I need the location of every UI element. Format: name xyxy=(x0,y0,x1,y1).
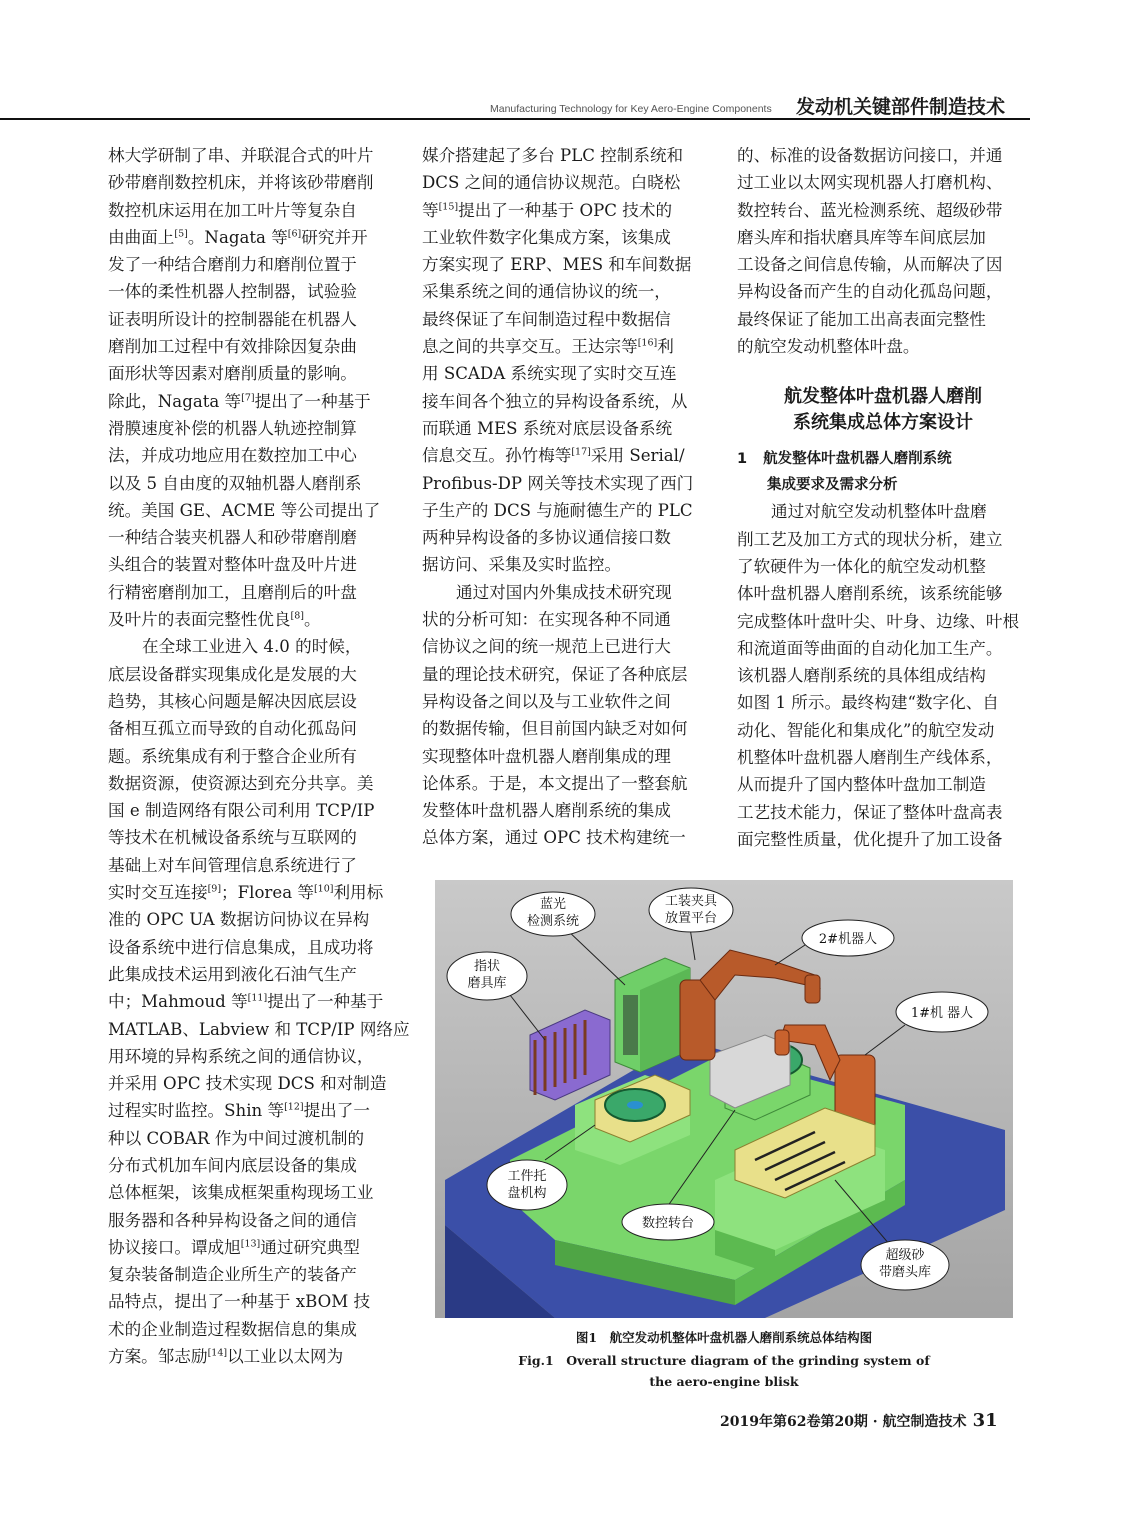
text-run: 林大学研制了串、并联混合式的叶片 xyxy=(108,146,374,165)
citation-ref: [13] xyxy=(240,1238,261,1250)
text-run: 等 xyxy=(422,200,439,220)
text-line xyxy=(737,251,1029,278)
text-run: 两种异构设备的多协议通信接口数 xyxy=(422,528,671,548)
citation-ref: [17] xyxy=(571,446,591,458)
text-line xyxy=(422,415,714,442)
text-line xyxy=(108,852,398,879)
text-line xyxy=(422,251,714,278)
subsection-number: 1 xyxy=(737,451,748,468)
text-line xyxy=(108,1152,398,1179)
text-run: 以工业以太网为 xyxy=(227,1347,344,1367)
text-run: 协议接口。谭成旭 xyxy=(108,1237,241,1257)
text-run: 如图 1 所示。最终构建“数字化、自 xyxy=(737,693,999,713)
text-line xyxy=(108,1016,410,1043)
text-line xyxy=(108,1261,398,1288)
text-run: 除此，Nagata 等 xyxy=(108,391,242,411)
text-run: 由曲面上 xyxy=(108,227,175,247)
running-header-chinese: 发动机关键部件制造技术 xyxy=(796,96,1006,118)
text-run: 媒介搭建起了多台 PLC 控制系统和 xyxy=(422,146,684,165)
text-run: 面形状等因素对磨削质量的影响。 xyxy=(108,364,357,384)
text-run: 数据资源，使资源达到充分共享。美 xyxy=(108,773,374,793)
text-run: 一体的柔性机器人控制器，试验验 xyxy=(108,282,357,302)
citation-ref: [11] xyxy=(247,992,268,1004)
journal-issue: 2019年第62卷第20期 · 航空制造技术 xyxy=(720,1414,967,1430)
text-run: 以及 5 自由度的双轴机器人磨削系 xyxy=(108,473,362,493)
text-run: 据访问、采集及实时监控。 xyxy=(422,555,622,575)
text-line xyxy=(422,743,714,770)
text-run: 磨削加工过程中有效排除因复杂曲 xyxy=(108,337,357,357)
citation-ref: [7] xyxy=(241,392,255,404)
text-line xyxy=(737,744,1029,771)
callout-label: 2#机器人 xyxy=(818,932,878,947)
text-line xyxy=(737,526,1029,553)
text-run: 品特点，提出了一种基于 xBOM 技 xyxy=(108,1292,371,1312)
text-line xyxy=(108,1234,398,1261)
callout-label: 盘机构 xyxy=(507,1186,547,1201)
text-line xyxy=(108,333,398,360)
text-run: 等技术在机械设备系统与互联网的 xyxy=(108,828,357,848)
text-run: 和流道面等曲面的自动化加工生产。 xyxy=(737,638,1003,658)
text-run: 接车间各个独立的异构设备系统，从 xyxy=(422,391,688,411)
text-line xyxy=(108,1288,398,1315)
text-run: 而联通 MES 系统对底层设备系统 xyxy=(422,418,673,438)
citation-ref: [14] xyxy=(207,1347,228,1359)
text-line xyxy=(422,442,714,469)
text-line xyxy=(108,988,398,1015)
text-line xyxy=(737,826,1029,853)
text-run: 题。系统集成有利于整合企业所有 xyxy=(108,746,357,766)
text-run: 磨头库和指状磨具库等车间底层加 xyxy=(737,227,986,247)
callout-label: 蓝光 xyxy=(539,897,567,912)
text-line xyxy=(108,1343,398,1370)
text-run: 数控机床运用在加工叶片等复杂自 xyxy=(108,200,357,220)
citation-ref: [9] xyxy=(207,883,222,895)
text-run: 论体系。于是，本文提出了一整套航 xyxy=(422,773,688,793)
text-line xyxy=(737,278,1029,305)
text-run: 异构设备而产生的自动化孤岛问题， xyxy=(737,282,1003,302)
text-line xyxy=(737,142,1029,169)
text-run: 种以 COBAR 作为中间过渡机制的 xyxy=(108,1128,365,1148)
text-run: 头组合的装置对整体叶盘及叶片进 xyxy=(108,555,357,575)
text-line xyxy=(422,551,714,578)
text-run: 行精密磨削加工，且磨削后的叶盘 xyxy=(108,582,357,602)
text-line xyxy=(737,333,1029,360)
text-line xyxy=(422,333,714,360)
text-run: 趋势，其核心问题是解决因底层设 xyxy=(108,691,357,711)
text-line xyxy=(108,1125,398,1152)
text-run: 研究并开 xyxy=(301,227,368,247)
text-run: 数控转台、蓝光检测系统、超级砂带 xyxy=(737,200,1003,220)
text-run: 用环境的异构系统之间的通信协议， xyxy=(108,1046,374,1066)
text-run: 的航空发动机整体叶盘。 xyxy=(737,337,920,357)
text-line xyxy=(108,551,398,578)
text-line xyxy=(108,743,398,770)
text-line xyxy=(108,1179,398,1206)
subsection-title-line: 航发整体叶盘机器人磨削系统 xyxy=(763,451,952,468)
text-run: 用 SCADA 系统实现了实时交互连 xyxy=(422,364,677,384)
text-line xyxy=(422,579,714,606)
subsection-title-line: 集成要求及需求分析 xyxy=(767,477,898,494)
text-run: 通过研究典型 xyxy=(260,1237,360,1257)
figure-caption-chinese: 图1 航空发动机整体叶盘机器人磨削系统总体结构图 xyxy=(575,1330,873,1345)
text-line xyxy=(108,470,398,497)
text-run: 砂带磨削数控机床，并将该砂带磨削 xyxy=(108,173,374,193)
text-run: 中；Mahmoud 等 xyxy=(108,992,248,1012)
text-run: 服务器和各种异构设备之间的通信 xyxy=(108,1210,357,1230)
text-run: 利 xyxy=(657,337,674,357)
citation-ref: [12] xyxy=(284,1101,304,1113)
text-line xyxy=(108,961,398,988)
header-rule xyxy=(0,118,1030,120)
page-number: 31 xyxy=(972,1410,998,1431)
text-line xyxy=(422,169,714,196)
callout-label: 数控转台 xyxy=(641,1216,695,1231)
text-line xyxy=(108,415,398,442)
text-run: 提出了一 xyxy=(303,1101,370,1121)
text-line xyxy=(737,197,1029,224)
text-line xyxy=(737,580,1029,607)
citation-ref: [16] xyxy=(637,337,658,349)
text-run: 完成整体叶盘叶尖、叶身、边缘、叶根 xyxy=(737,611,1020,631)
text-line xyxy=(108,715,398,742)
text-run: 机整体叶盘机器人磨削生产线体系， xyxy=(737,748,1003,768)
text-line xyxy=(108,224,398,251)
text-run: 统。美国 GE、ACME 等公司提出了 xyxy=(108,500,381,520)
text-line xyxy=(108,906,398,933)
callout-label: 放置平台 xyxy=(664,911,718,926)
page-footer xyxy=(720,1410,998,1431)
text-line xyxy=(422,278,714,305)
figure-caption-english: the aero-engine blisk xyxy=(649,1374,799,1389)
text-run: 采用 Serial/ xyxy=(590,446,685,466)
figure-1-illustration xyxy=(435,880,1013,1318)
section-title xyxy=(737,384,1029,436)
text-run: 基础上对车间管理信息系统进行了 xyxy=(108,855,357,875)
text-line xyxy=(737,799,1029,826)
text-run: 。 xyxy=(304,610,321,630)
text-line xyxy=(108,879,398,906)
text-line xyxy=(108,661,398,688)
text-run: 实现整体叶盘机器人磨削集成的理 xyxy=(422,746,671,766)
text-run: 采集系统之间的通信协议的统一， xyxy=(422,282,671,302)
text-line xyxy=(108,633,398,660)
text-line xyxy=(108,442,398,469)
callout-label: 带磨头库 xyxy=(878,1265,932,1280)
citation-ref: [15] xyxy=(438,201,459,213)
text-run: 工业软件数字化集成方案，该集成 xyxy=(422,227,671,247)
text-run: 削工艺及加工方式的现状分析，建立 xyxy=(737,529,1003,549)
text-line xyxy=(422,824,714,851)
text-line xyxy=(422,524,714,551)
text-run: 从而提升了国内整体叶盘加工制造 xyxy=(737,775,986,795)
section-title-line: 航发整体叶盘机器人磨削 xyxy=(784,386,982,408)
text-run: 状的分析可知：在实现各种不同通 xyxy=(422,610,671,630)
text-run: 工艺技术能力，保证了整体叶盘高表 xyxy=(737,802,1003,822)
text-line xyxy=(108,497,398,524)
text-run: 备相互孤立而导致的自动化孤岛问 xyxy=(108,719,357,739)
text-line xyxy=(108,388,398,415)
text-run: 证表明所设计的控制器能在机器人 xyxy=(108,309,357,329)
text-line xyxy=(422,606,714,633)
text-line xyxy=(422,360,714,387)
text-line xyxy=(108,1070,398,1097)
text-line xyxy=(108,278,398,305)
text-column-1 xyxy=(108,142,410,1370)
text-column-2 xyxy=(422,142,714,852)
citation-ref: [5] xyxy=(174,228,188,240)
text-run: 提出了一种基于 OPC 技术的 xyxy=(458,200,673,220)
text-run: 最终保证了车间制造过程中数据信 xyxy=(422,309,671,329)
text-line xyxy=(108,1043,398,1070)
text-run: DCS 之间的通信协议规范。白晓松 xyxy=(422,173,681,193)
text-line xyxy=(108,606,398,633)
text-line xyxy=(737,717,1029,744)
callout-label: 1#机 器人 xyxy=(910,1006,974,1021)
text-run: 面完整性质量，优化提升了加工设备 xyxy=(737,829,1003,849)
text-line xyxy=(108,1316,398,1343)
text-line xyxy=(108,797,398,824)
section-title-line: 系统集成总体方案设计 xyxy=(793,412,973,434)
callout-label: 工件托 xyxy=(507,1169,547,1184)
text-run: 复杂装备制造企业所生产的装备产 xyxy=(108,1265,357,1285)
text-line xyxy=(108,688,398,715)
text-run: 体叶盘机器人磨削系统，该系统能够 xyxy=(737,584,1003,604)
text-line xyxy=(108,251,398,278)
text-run: 准的 OPC UA 数据访问协议在异构 xyxy=(108,910,370,930)
text-run: 提出了一种基于 xyxy=(267,992,384,1012)
text-run: 国 e 制造网络有限公司利用 TCP/IP xyxy=(108,801,375,821)
text-line xyxy=(422,661,714,688)
text-run: 总体框架，该集成框架重构现场工业 xyxy=(108,1183,374,1203)
subsection-title xyxy=(737,446,1029,498)
citation-ref: [8] xyxy=(290,610,304,622)
text-run: 该机器人磨削系统的具体组成结构 xyxy=(737,666,986,686)
text-line xyxy=(422,142,714,169)
text-run: 法，并成功地应用在数控加工中心 xyxy=(108,446,357,466)
text-run: 的、标准的设备数据访问接口，并通 xyxy=(737,146,1003,165)
text-line xyxy=(422,497,714,524)
text-run: 过工业以太网实现机器人打磨机构、 xyxy=(737,173,1003,193)
text-run: 发了一种结合磨削力和磨削位置于 xyxy=(108,255,357,275)
citation-ref: [6] xyxy=(287,228,302,240)
text-run: Profibus-DP 网关等技术实现了西门 xyxy=(422,473,694,493)
text-run: 总体方案，通过 OPC 技术构建统一 xyxy=(422,828,686,848)
text-run: 发整体叶盘机器人磨削系统的集成 xyxy=(422,801,671,821)
text-line xyxy=(422,770,714,797)
text-run: 实时交互连接 xyxy=(108,883,208,903)
text-run: 及叶片的表面完整性优良 xyxy=(108,610,291,630)
text-line xyxy=(422,688,714,715)
text-run: 提出了一种基于 xyxy=(254,391,371,411)
text-line xyxy=(737,662,1029,689)
text-run: 过程实时监控。Shin 等 xyxy=(108,1101,285,1121)
text-run: 通过对航空发动机整体叶盘磨 xyxy=(771,502,987,522)
text-run: 工设备之间信息传输，从而解决了因 xyxy=(737,255,1003,275)
text-run: 的数据传输，但目前国内缺乏对如何 xyxy=(422,719,688,739)
text-line xyxy=(108,1097,398,1124)
text-line xyxy=(108,1207,398,1234)
callout-label: 磨具库 xyxy=(467,976,507,991)
text-line xyxy=(422,306,714,333)
text-line xyxy=(108,524,398,551)
text-run: 异构设备之间以及与工业软件之间 xyxy=(422,691,671,711)
callout-label: 指状 xyxy=(473,959,501,974)
text-run: 滑膜速度补偿的机器人轨迹控制算 xyxy=(108,418,357,438)
text-run: 信协议之间的统一规范上已进行大 xyxy=(422,637,671,657)
text-line xyxy=(737,608,1029,635)
text-line xyxy=(108,770,398,797)
callout-label: 超级砂 xyxy=(885,1248,925,1263)
text-run: 方案。邹志励 xyxy=(108,1347,208,1367)
text-line xyxy=(737,553,1029,580)
callout-label: 检测系统 xyxy=(526,914,580,929)
text-line xyxy=(108,579,398,606)
text-line xyxy=(737,306,1029,333)
text-line xyxy=(422,224,714,251)
text-run: 一种结合装夹机器人和砂带磨削磨 xyxy=(108,528,357,548)
text-line xyxy=(108,360,398,387)
text-run: 并采用 OPC 技术实现 DCS 和对制造 xyxy=(108,1074,387,1094)
text-run: 在全球工业进入 4.0 的时候， xyxy=(142,637,362,657)
text-line xyxy=(737,224,1029,251)
text-run: 通过对国内外集成技术研究现 xyxy=(456,582,672,602)
text-run: 。Nagata 等 xyxy=(187,227,288,247)
text-run: 设备系统中进行信息集成，且成功将 xyxy=(108,937,374,957)
text-line xyxy=(737,689,1029,716)
text-run: 分布式机加车间内底层设备的集成 xyxy=(108,1155,357,1175)
text-column-3 xyxy=(737,142,1029,853)
text-run: 方案实现了 ERP、MES 和车间数据 xyxy=(422,255,692,275)
text-line xyxy=(422,197,714,224)
text-run: 子生产的 DCS 与施耐德生产的 PLC xyxy=(422,500,693,520)
text-line xyxy=(108,934,398,961)
text-run: 术的企业制造过程数据信息的集成 xyxy=(108,1319,357,1339)
text-line xyxy=(737,498,1029,525)
text-run: 息之间的共享交互。王达宗等 xyxy=(422,337,638,357)
text-run: 了软硬件为一体化的航空发动机整 xyxy=(737,556,986,576)
figure-caption-english: Fig.1 Overall structure diagram of the grinding system of xyxy=(518,1353,930,1368)
text-run: 量的理论技术研究，保证了各种底层 xyxy=(422,664,688,684)
text-line xyxy=(737,635,1029,662)
text-run: 底层设备群实现集成化是发展的大 xyxy=(108,664,357,684)
text-line xyxy=(108,169,398,196)
text-run: 利用标 xyxy=(333,883,384,903)
text-run: ；Florea 等 xyxy=(221,883,314,903)
text-line xyxy=(108,142,398,169)
text-line xyxy=(737,169,1029,196)
callout-label: 工装夹具 xyxy=(664,894,718,909)
text-line xyxy=(422,715,714,742)
text-line xyxy=(108,824,398,851)
citation-ref: [10] xyxy=(313,883,334,895)
text-line xyxy=(737,771,1029,798)
text-run: 最终保证了能加工出高表面完整性 xyxy=(737,309,986,329)
text-run: MATLAB、Labview 和 TCP/IP 网络应 xyxy=(108,1019,410,1039)
running-header-english: Manufacturing Technology for Key Aero-Engine Components xyxy=(490,103,772,115)
text-line xyxy=(422,388,714,415)
text-run: 动化、智能化和集成化”的航空发动 xyxy=(737,720,995,740)
text-run: 信息交互。孙竹梅等 xyxy=(422,446,572,466)
text-line xyxy=(422,470,714,497)
text-run: 此集成技术运用到液化石油气生产 xyxy=(108,964,357,984)
text-line xyxy=(422,797,714,824)
text-line xyxy=(422,633,714,660)
text-line xyxy=(108,197,398,224)
text-line xyxy=(108,306,398,333)
